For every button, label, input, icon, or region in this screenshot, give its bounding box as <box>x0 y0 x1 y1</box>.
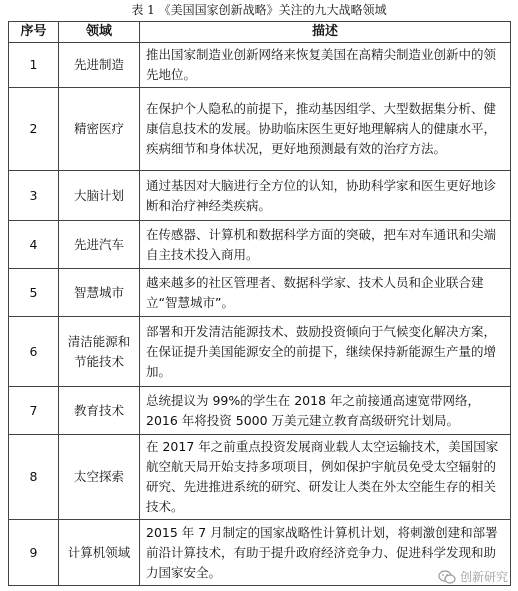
row-number: 9 <box>9 520 59 586</box>
row-field: 先进制造 <box>59 43 140 88</box>
row-description: 在 2017 年之前重点投资发展商业载人太空运输技术，美国国家航空航天局开始支持多项项目，例如保护宇航员免受太空辐射的研究、先进推进系统的研究、研发让人类在外太空能生存的相关技术。 <box>140 435 511 520</box>
row-number: 2 <box>9 88 59 171</box>
row-number: 4 <box>9 221 59 269</box>
header-description: 描述 <box>140 22 511 43</box>
table-row <box>9 43 511 88</box>
row-field: 清洁能源和节能技术 <box>59 317 140 387</box>
header-number: 序号 <box>9 22 59 43</box>
table-row <box>9 171 511 221</box>
table-header-row <box>9 22 511 43</box>
row-number: 8 <box>9 435 59 520</box>
row-description: 总统提议为 99%的学生在 2018 年之前接通高速宽带网络，2016 年将投资 5000 万美元建立教育高级研究计划局。 <box>140 387 511 435</box>
table-caption: 表 1 《美国国家创新战略》关注的九大战略领域 <box>131 3 387 17</box>
table-row <box>9 387 511 435</box>
row-number: 7 <box>9 387 59 435</box>
row-field: 大脑计划 <box>59 171 140 221</box>
row-field: 计算机领域 <box>59 520 140 586</box>
row-field: 太空探索 <box>59 435 140 520</box>
table-row <box>9 269 511 317</box>
table-row <box>9 88 511 171</box>
header-field: 领域 <box>59 22 140 43</box>
row-field: 先进汽车 <box>59 221 140 269</box>
row-number: 1 <box>9 43 59 88</box>
row-number: 5 <box>9 269 59 317</box>
row-description: 通过基因对大脑进行全方位的认知，协助科学家和医生更好地诊断和治疗神经类疾病。 <box>140 171 511 221</box>
strategy-table <box>8 21 511 586</box>
row-description: 越来越多的社区管理者、数据科学家、技术人员和企业联合建立“智慧城市”。 <box>140 269 511 317</box>
row-field: 精密医疗 <box>59 88 140 171</box>
row-field: 智慧城市 <box>59 269 140 317</box>
row-description: 2015 年 7 月制定的国家战略性计算机计划，将刺激创建和部署前沿计算技术，有助于提升政府经济竞争力、促进科学发现和助力国家安全。 <box>140 520 511 586</box>
row-description: 部署和开发清洁能源技术、鼓励投资倾向于气候变化解决方案，在保证提升美国能源安全的前提下，继续保持新能源生产量的增加。 <box>140 317 511 387</box>
row-description: 在保护个人隐私的前提下，推动基因组学、大型数据集分析、健康信息技术的发展。协助临床医生更好地理解病人的健康水平，疾病细节和身体状况，更好地预测最有效的治疗方法。 <box>140 88 511 171</box>
watermark-text: 创新研究 <box>459 570 508 584</box>
watermark <box>438 568 508 585</box>
row-number: 3 <box>9 171 59 221</box>
table-row <box>9 317 511 387</box>
row-field: 教育技术 <box>59 387 140 435</box>
table-row <box>9 221 511 269</box>
table-row <box>9 520 511 586</box>
table-row <box>9 435 511 520</box>
wechat-icon <box>438 570 456 584</box>
row-description: 推出国家制造业创新网络来恢复美国在高精尖制造业创新中的领先地位。 <box>140 43 511 88</box>
row-number: 6 <box>9 317 59 387</box>
row-description: 在传感器、计算机和数据科学方面的突破，把车对车通讯和尖端自主技术投入商用。 <box>140 221 511 269</box>
